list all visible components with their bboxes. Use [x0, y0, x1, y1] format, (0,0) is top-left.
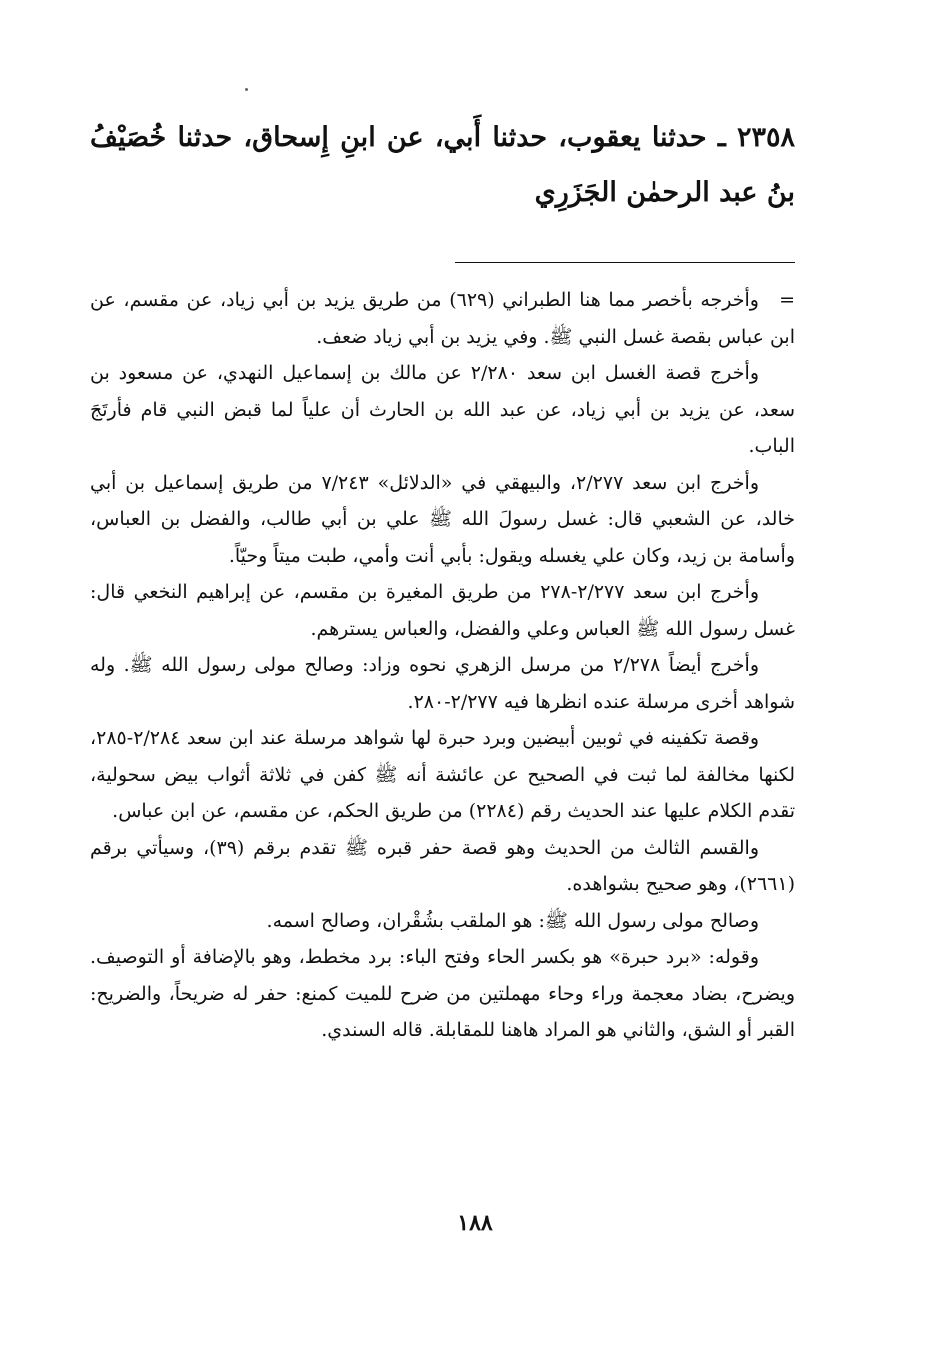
footnote-paragraph-7: والقسم الثالث من الحديث وهو قصة حفر قبره ﷺ تقدم برقم (٣٩)، وسيأتي برقم (٢٦٦١)، وهو صحيح بشواهده.: [90, 836, 795, 895]
scan-speck: [245, 88, 248, 91]
footnote-paragraph-4: وأخرج ابن سعد ٢/٢٧٧-٢٧٨ من طريق المغيرة بن مقسم، عن إبراهيم النخعي قال: غسل رسول الله ﷺ العباس وعلي والفضل، والعباس يسترهم.: [90, 581, 795, 640]
footnotes: [90, 282, 795, 1049]
page-number: ١٨٨: [457, 1210, 493, 1236]
footnote-paragraph-3: وأخرج ابن سعد ٢/٢٧٧، والبيهقي في «الدلائل» ٧/٢٤٣ من طريق إسماعيل بن أبي خالد، عن الشعبي قال: غسل رسولَ الله ﷺ علي بن أبي طالب، والفضل بن العباس، وأسامة بن زيد، وكان علي يغسله ويقول: بأبي أنت وأمي، طبت ميتاً وحيّاً.: [90, 471, 795, 567]
footnote-paragraph-9: وقوله: «برد حبرة» هو بكسر الحاء وفتح الباء: برد مخطط، وهو بالإضافة أو التوصيف. ويضرح، بضاد معجمة وراء وحاء مهملتين من ضرح للميت كمنع: حفر له ضريحاً، والضريح: القبر أو الشق، والثاني هو المراد هاهنا للمقابلة. قاله السندي.: [90, 946, 795, 1041]
page-body: [90, 110, 795, 1041]
continuation-mark: =: [779, 289, 795, 311]
footnote-paragraph-1: =وأخرجه بأخصر مما هنا الطبراني (٦٢٩) من طريق يزيد بن أبي زياد، عن مقسم، عن ابن عباس بقصة غسل النبي ﷺ. وفي يزيد بن أبي زياد ضعف.: [90, 282, 795, 355]
footnote-paragraph-5: وأخرج أيضاً ٢/٢٧٨ من مرسل الزهري نحوه وزاد: وصالح مولى رسول الله ﷺ. وله شواهد أخرى مرسلة عنده انظرها فيه ٢/٢٧٧-٢٨٠.: [90, 654, 795, 713]
footnote-paragraph-2: وأخرج قصة الغسل ابن سعد ٢/٢٨٠ عن مالك بن إسماعيل النهدي، عن مسعود بن سعد، عن يزيد بن أبي زياد، عن عبد الله بن الحارث أن علياً لما قبض النبي قام فأرتَجَ الباب.: [90, 362, 795, 457]
footnote-paragraph-6: وقصة تكفينه في ثوبين أبيضين وبرد حبرة لها شواهد مرسلة عند ابن سعد ٢/٢٨٤-٢٨٥، لكنها مخالفة لما ثبت في الصحيح عن عائشة أنه ﷺ كفن في ثلاثة أثواب بيض سحولية، تقدم الكلام عليها عند الحديث رقم (٢٢٨٤) من طريق الحكم، عن مقسم، عن ابن عباس.: [90, 727, 795, 822]
hadith-text: ٢٣٥٨ ـ حدثنا يعقوب، حدثنا أَبي، عن ابنِ إِسحاق، حدثنا خُصَيْفُ بنُ عبد الرحمٰن الجَزَرِي: [90, 122, 795, 208]
footnote-separator: [455, 262, 795, 263]
footnote-paragraph-8: وصالح مولى رسول الله ﷺ: هو الملقب بشُقْران، وصالح اسمه.: [266, 909, 759, 932]
